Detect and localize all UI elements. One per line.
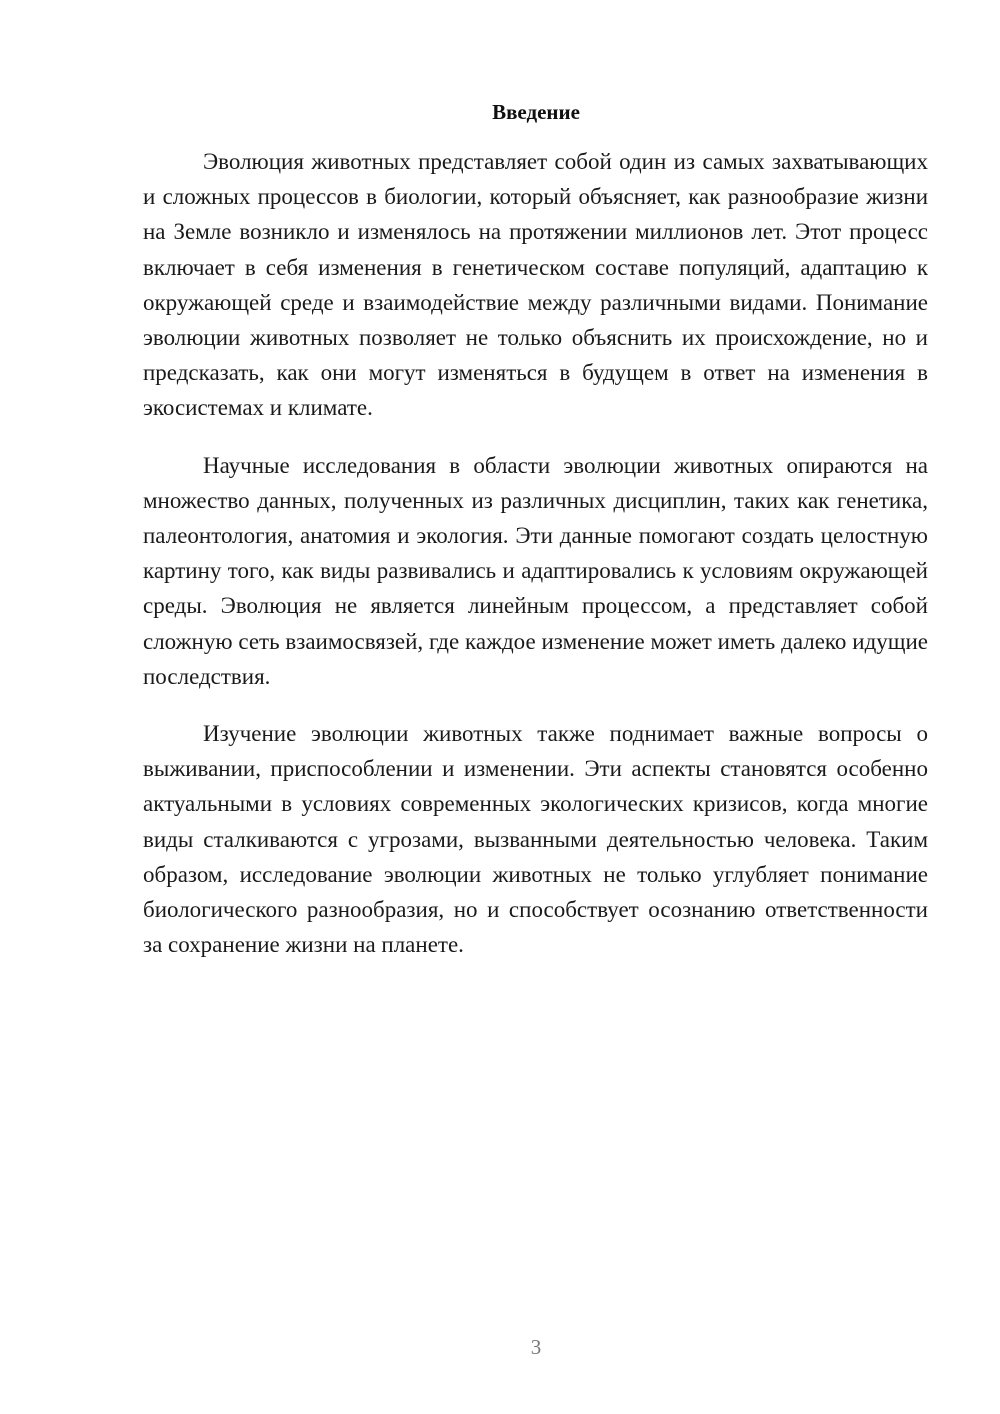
paragraph: Изучение эволюции животных также поднимает важные вопросы о выживании, приспособлении и изменении. Эти аспекты становятся особенно актуальными в условиях современных экологических кризисов, когда многие виды сталкиваются с угрозами, вызванными деятельностью человека. Таким образом, исследование эволюции животных не только углубляет понимание биологического разнообразия, но и способствует осознанию ответственности за сохранение жизни на планете. [143,721,928,958]
section-heading: Введение [492,100,580,124]
paragraph: Научные исследования в области эволюции животных опираются на множество данных, полученных из различных дисциплин, таких как генетика, палеонтология, анатомия и экология. Эти данные помогают создать целостную картину того, как виды развивались и адаптировались к условиям окружающей среды. Эволюция не является линейным процессом, а представляет собой сложную сеть взаимосвязей, где каждое изменение может иметь далеко идущие последствия. [143,452,928,689]
paragraph: Эволюция животных представляет собой один из самых захватывающих и сложных процессов в биологии, который объясняет, как разнообразие жизни на Земле возникло и изменялось на протяжении миллионов лет. Этот процесс включает в себя изменения в генетическом составе популяций, адаптацию к окружающей среде и взаимодействие между различными видами. Понимание эволюции животных позволяет не только объяснить их происхождение, но и предсказать, как они могут изменяться в будущем в ответ на изменения в экосистемах и климате. [143,149,928,421]
page-number: 3 [530,1335,542,1359]
body-text [143,144,928,984]
